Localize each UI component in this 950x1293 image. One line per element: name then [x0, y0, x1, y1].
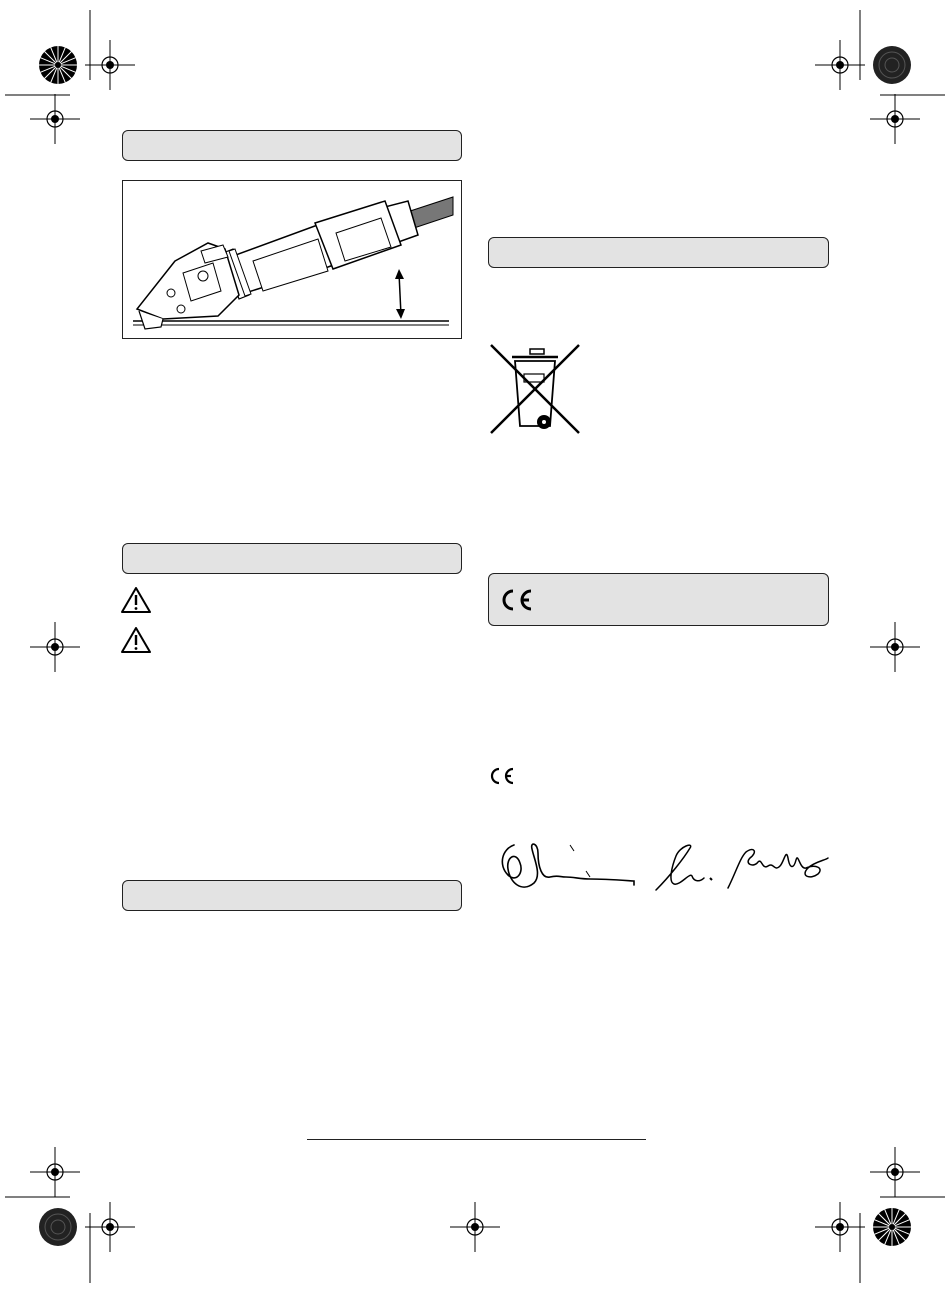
- section-header-maintenance: [122, 880, 462, 911]
- angle-grinder-shear-drawing: [123, 181, 461, 338]
- handwritten-signature-right: [650, 838, 830, 898]
- ce-mark-icon: [488, 767, 516, 785]
- crossed-out-wheelie-bin-icon: [488, 342, 582, 436]
- tool-illustration: [122, 180, 462, 339]
- handwritten-signature-left: [494, 835, 644, 900]
- section-header-disposal: [488, 237, 829, 268]
- warning-triangle-icon: [120, 586, 152, 614]
- ce-mark-icon: [499, 588, 535, 612]
- section-header-conformity: [488, 573, 829, 626]
- footer-rule: [307, 1139, 646, 1140]
- section-header-safety: [122, 543, 462, 574]
- warning-triangle-icon: [120, 626, 152, 654]
- section-header-blade-angle: [122, 130, 462, 161]
